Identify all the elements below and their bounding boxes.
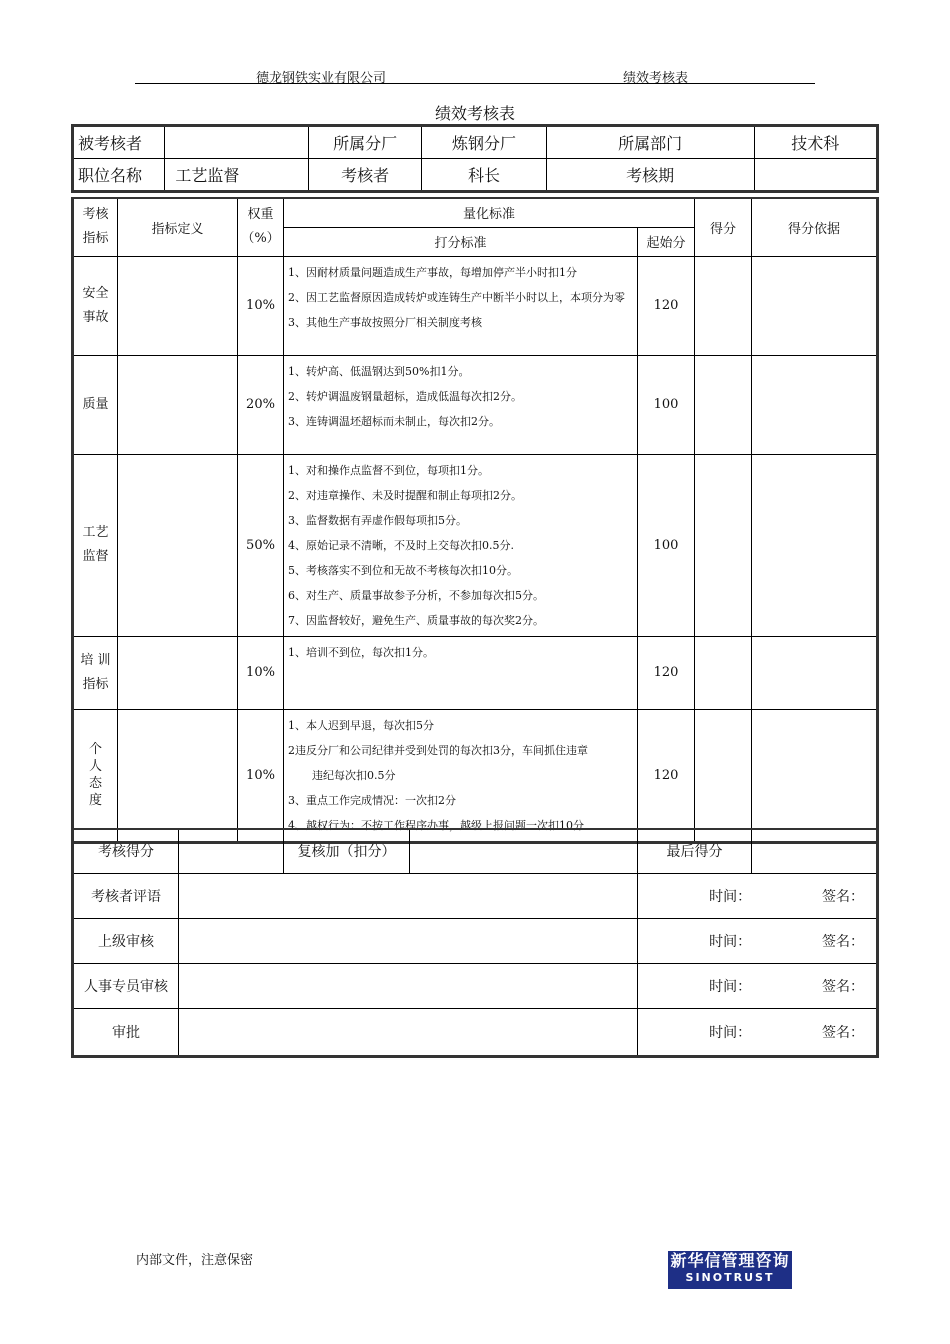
row-base-score: 120 xyxy=(638,709,695,842)
row-weight: 10% xyxy=(238,636,284,709)
criteria-item: 2、转炉调温废钢量超标，造成低温每次扣2分。 xyxy=(288,389,522,403)
sign-label: 签名： xyxy=(822,888,864,905)
doc-type: 绩效考核表 xyxy=(623,71,689,86)
approval-signature[interactable] xyxy=(638,1008,878,1056)
info-table xyxy=(71,124,879,193)
criteria-item: 7、因监督较好，避免生产、质量事故的每次奖2分。 xyxy=(288,613,544,627)
time-label: 时间： xyxy=(709,978,752,995)
branch-label: 所属分厂 xyxy=(308,126,421,159)
row-criteria xyxy=(284,454,638,636)
row-criteria xyxy=(284,709,638,842)
criteria-item: 1、转炉高、低温钢达到50%扣1分。 xyxy=(288,364,470,378)
row-basis[interactable] xyxy=(752,709,878,842)
row-score[interactable] xyxy=(695,256,752,355)
score-label: 考核得分 xyxy=(73,829,179,873)
row-weight: 10% xyxy=(238,256,284,355)
dept-label: 所属部门 xyxy=(546,126,754,159)
position-value[interactable]: 工艺监督 xyxy=(165,159,309,192)
col-score: 得分 xyxy=(695,198,752,256)
criteria-item: 3、监督数据有弄虚作假每项扣5分。 xyxy=(288,513,467,527)
row-definition[interactable] xyxy=(118,454,238,636)
col-indicator xyxy=(73,198,118,256)
row-category xyxy=(73,256,118,355)
score-value[interactable] xyxy=(179,829,284,873)
row-base-score: 120 xyxy=(638,636,695,709)
row-weight: 50% xyxy=(238,454,284,636)
approval-signature[interactable] xyxy=(638,918,878,963)
assessee-value[interactable] xyxy=(165,126,309,159)
approval-content[interactable] xyxy=(179,1008,638,1056)
approval-content[interactable] xyxy=(179,918,638,963)
criteria-item: 4、越权行为：不按工作程序办事，越级上报问题一次扣10分 xyxy=(288,818,584,832)
row-definition[interactable] xyxy=(118,256,238,355)
row-score[interactable] xyxy=(695,709,752,842)
approval-signature[interactable] xyxy=(638,873,878,918)
criteria-item: 违纪每次扣0.5分 xyxy=(312,768,396,782)
row-base-score: 100 xyxy=(638,454,695,636)
period-value[interactable] xyxy=(754,159,877,192)
assessment-table xyxy=(71,197,879,844)
row-base-score: 120 xyxy=(638,256,695,355)
row-definition[interactable] xyxy=(118,355,238,454)
row-weight: 10% xyxy=(238,709,284,842)
col-definition: 指标定义 xyxy=(118,198,238,256)
dept-value[interactable]: 技术科 xyxy=(754,126,877,159)
row-category-line1: 培 训 xyxy=(80,652,111,668)
row-category xyxy=(73,709,118,842)
review-value[interactable] xyxy=(410,829,638,873)
time-label: 时间： xyxy=(709,933,752,950)
row-definition[interactable] xyxy=(118,709,238,842)
criteria-item: 3、重点工作完成情况：一次扣2分 xyxy=(288,793,456,807)
col-criteria: 打分标准 xyxy=(284,227,638,256)
row-basis[interactable] xyxy=(752,454,878,636)
criteria-item: 2违反分厂和公司纪律并受到处罚的每次扣3分，车间抓住违章 xyxy=(288,743,588,757)
row-basis[interactable] xyxy=(752,256,878,355)
criteria-item: 2、对违章操作、未及时提醒和制止每项扣2分。 xyxy=(288,488,522,502)
sign-label: 签名： xyxy=(822,1024,864,1041)
table-row xyxy=(73,454,878,636)
col-base-score: 起始分 xyxy=(638,227,695,256)
approval-label: 上级审核 xyxy=(73,918,179,963)
criteria-item: 1、因耐材质量问题造成生产事故，每增加停产半小时扣1分 xyxy=(288,265,577,279)
final-label: 最后得分 xyxy=(638,829,752,873)
final-value[interactable] xyxy=(752,829,878,873)
review-label: 复核加（扣分） xyxy=(284,829,410,873)
sinotrust-logo xyxy=(668,1251,792,1289)
assessor-label: 考核者 xyxy=(308,159,421,192)
row-category-line2: 监督 xyxy=(82,549,109,564)
row-category xyxy=(73,636,118,709)
approval-content[interactable] xyxy=(179,873,638,918)
header-divider xyxy=(135,83,815,84)
criteria-item: 1、对和操作点监督不到位，每项扣1分。 xyxy=(288,463,489,477)
approval-content[interactable] xyxy=(179,963,638,1008)
row-basis[interactable] xyxy=(752,355,878,454)
row-score[interactable] xyxy=(695,454,752,636)
row-category-line1: 工艺 xyxy=(82,525,109,540)
criteria-item: 3、连铸调温坯超标而未制止，每次扣2分。 xyxy=(288,414,500,428)
time-label: 时间： xyxy=(709,888,752,905)
criteria-item: 5、考核落实不到位和无故不考核每次扣10分。 xyxy=(288,563,518,577)
approval-table xyxy=(71,828,879,1058)
row-criteria xyxy=(284,256,638,355)
criteria-item: 1、培训不到位，每次扣1分。 xyxy=(288,645,434,659)
branch-value[interactable]: 炼钢分厂 xyxy=(422,126,546,159)
table-row xyxy=(73,256,878,355)
criteria-item: 6、对生产、质量事故参予分析，不参加每次扣5分。 xyxy=(288,588,544,602)
row-base-score: 100 xyxy=(638,355,695,454)
row-category xyxy=(73,355,118,454)
sign-label: 签名： xyxy=(822,978,864,995)
criteria-item: 4、原始记录不清晰，不及时上交每次扣0.5分. xyxy=(288,538,514,552)
approval-label: 考核者评语 xyxy=(73,873,179,918)
sign-label: 签名： xyxy=(822,933,864,950)
position-label: 职位名称 xyxy=(73,159,165,192)
logo-en-text: SINOTRUST xyxy=(685,1271,775,1284)
col-weight xyxy=(238,198,284,256)
time-label: 时间： xyxy=(709,1024,752,1041)
row-weight: 20% xyxy=(238,355,284,454)
table-row xyxy=(73,636,878,709)
row-basis[interactable] xyxy=(752,636,878,709)
col-quant: 量化标准 xyxy=(284,198,695,227)
criteria-item: 2、因工艺监督原因造成转炉或连铸生产中断半小时以上，本项分为零 xyxy=(288,290,625,304)
row-definition[interactable] xyxy=(118,636,238,709)
row-category xyxy=(73,454,118,636)
table-row xyxy=(73,355,878,454)
approval-signature[interactable] xyxy=(638,963,878,1008)
row-criteria xyxy=(284,636,638,709)
row-category-line2: 事故 xyxy=(82,309,109,325)
approval-label: 审批 xyxy=(73,1008,179,1056)
logo-cn-text: 新华信管理咨询 xyxy=(670,1251,790,1270)
row-score[interactable] xyxy=(695,636,752,709)
row-category-vertical: 个人态度 xyxy=(88,742,102,808)
criteria-item: 3、其他生产事故按照分厂相关制度考核 xyxy=(288,315,482,329)
confidential-note: 内部文件，注意保密 xyxy=(136,1253,254,1268)
row-category-line1: 安全 xyxy=(82,285,109,301)
row-score[interactable] xyxy=(695,355,752,454)
col-weight-line2: （%） xyxy=(241,231,280,247)
table-row xyxy=(73,709,878,842)
col-indicator-line1: 考核 xyxy=(82,207,109,223)
col-weight-line1: 权重 xyxy=(247,207,274,223)
company-name: 德龙钢铁实业有限公司 xyxy=(256,71,387,86)
assessee-label: 被考核者 xyxy=(73,126,165,159)
col-indicator-line2: 指标 xyxy=(82,231,109,247)
approval-label: 人事专员审核 xyxy=(73,963,179,1008)
row-criteria xyxy=(284,355,638,454)
period-label: 考核期 xyxy=(546,159,754,192)
page-title: 绩效考核表 xyxy=(434,104,515,123)
row-category-line1: 质量 xyxy=(82,396,109,412)
criteria-item: 1、本人迟到早退，每次扣5分 xyxy=(288,718,434,732)
assessor-value[interactable]: 科长 xyxy=(422,159,546,192)
row-category-line2: 指标 xyxy=(82,676,109,692)
col-basis: 得分依据 xyxy=(752,198,878,256)
